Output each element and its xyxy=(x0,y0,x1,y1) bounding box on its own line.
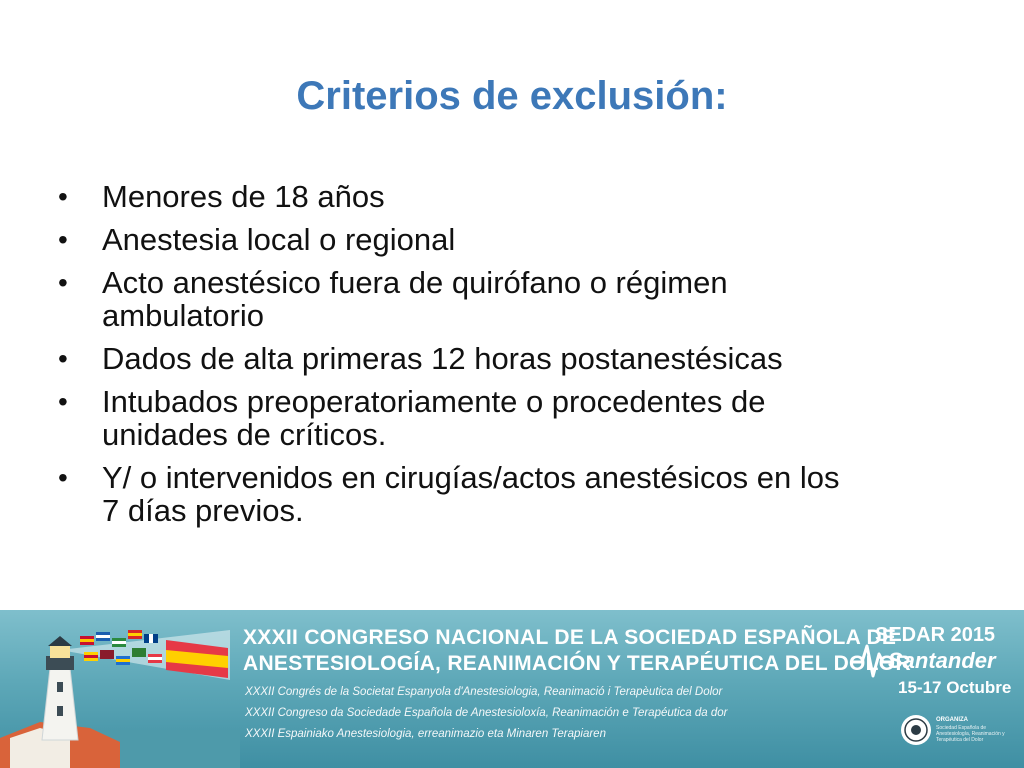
organizer-label: ORGANIZA xyxy=(936,717,968,723)
flags-icon xyxy=(80,628,230,688)
bullet-text: Y/ o intervenidos en cirugías/actos anestésicos en los xyxy=(102,460,840,495)
congress-banner xyxy=(0,610,1024,768)
bullet-icon: • xyxy=(58,267,68,298)
bullet-icon: • xyxy=(58,343,68,374)
bullet-text-continued: unidades de críticos. xyxy=(102,417,387,452)
organizer-text: Sociedad Española de Anestesiología, Reanimación y Terapéutica del Dolor xyxy=(936,725,1005,743)
bullet-text-continued: 7 días previos. xyxy=(102,493,304,528)
sedar-year: SEDAR 2015 xyxy=(875,624,996,646)
list-item xyxy=(56,180,986,213)
banner-title-line2: ANESTESIOLOGÍA, REANIMACIÓN Y TERAPÉUTICA DEL DOLOR xyxy=(243,652,911,675)
bullet-text: Intubados preoperatoriamente o procedentes de xyxy=(102,384,766,419)
list-item xyxy=(56,342,986,375)
banner-title-line1: XXXII CONGRESO NACIONAL DE LA SOCIEDAD ESPAÑOLA DE xyxy=(243,626,897,649)
bullet-icon: • xyxy=(58,181,68,212)
bullet-text: Acto anestésico fuera de quirófano o régimen xyxy=(102,265,728,300)
bullet-text: Anestesia local o regional xyxy=(102,222,456,257)
exclusion-criteria-list xyxy=(56,180,986,537)
list-item xyxy=(56,223,986,256)
bullet-text: Menores de 18 años xyxy=(102,179,385,214)
banner-subtitle-catalan: XXXII Congrés de la Societat Espanyola d'Anestesiologia, Reanimació i Terapèutica del Dolor xyxy=(245,686,723,698)
bullet-text: Dados de alta primeras 12 horas postanestésicas xyxy=(102,341,783,376)
slide-title: Criterios de exclusión: xyxy=(296,74,728,118)
list-item xyxy=(56,266,986,332)
congress-city: Santander xyxy=(888,648,996,673)
list-item xyxy=(56,385,986,451)
congress-dates: 15-17 Octubre xyxy=(898,678,1012,697)
bullet-icon: • xyxy=(58,462,68,493)
banner-subtitle-galician: XXXII Congreso da Sociedade Española de Anestesioloxía, Reanimación e Terapéutica da dor xyxy=(245,707,728,719)
bullet-text-continued: ambulatorio xyxy=(102,298,264,333)
sedar-seal-icon xyxy=(900,714,932,746)
bullet-icon: • xyxy=(58,224,68,255)
banner-subtitle-basque: XXXII Espainiako Anestesiologia, erreanimazio eta Minaren Terapiaren xyxy=(245,728,606,740)
list-item xyxy=(56,461,986,527)
bullet-icon: • xyxy=(58,386,68,417)
